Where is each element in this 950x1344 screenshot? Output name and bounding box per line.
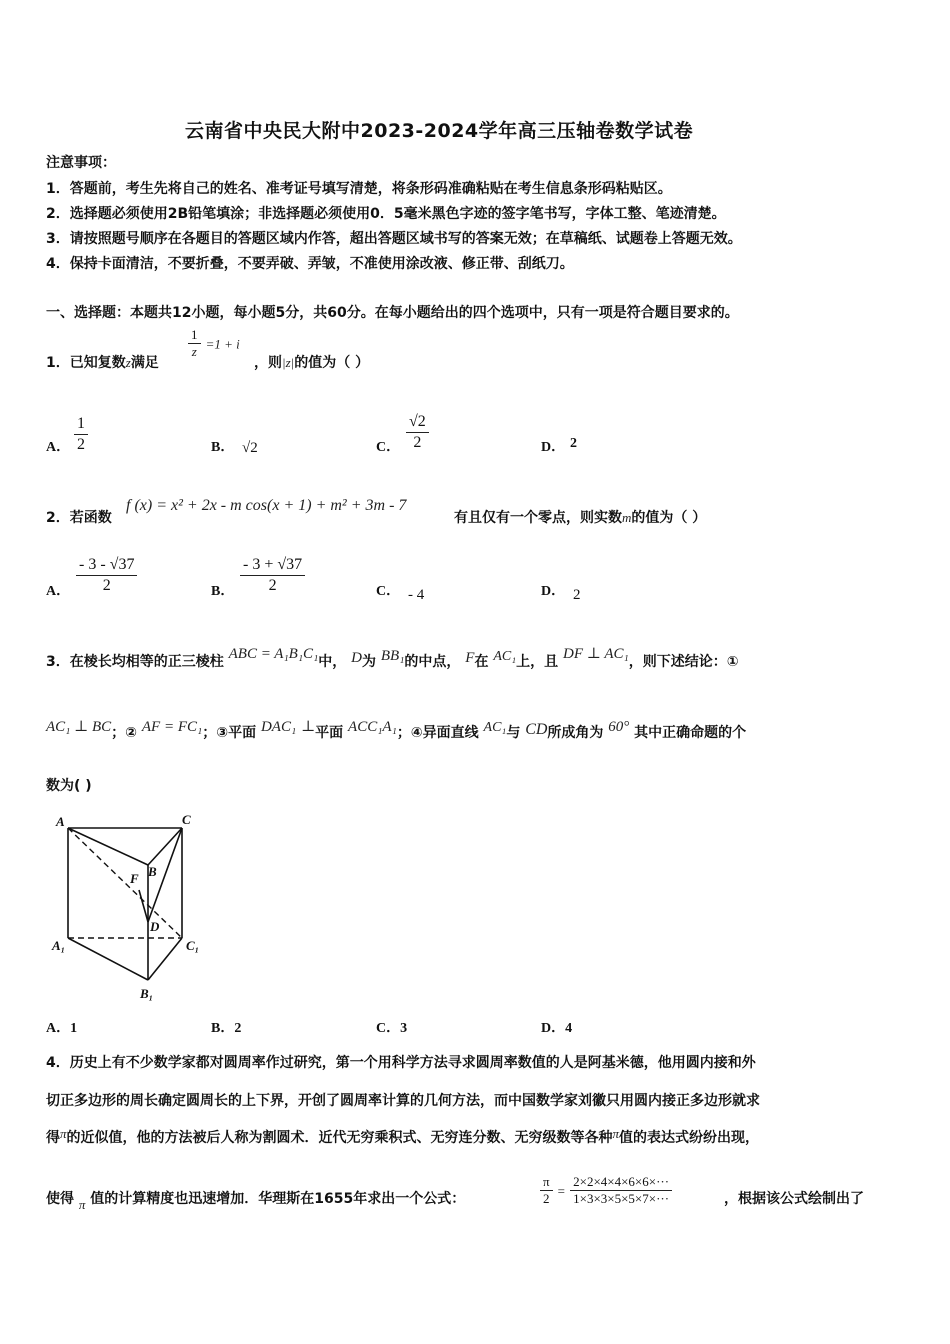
question-3-statements: AC₁ ⊥ BC；② AF = FC₁；③平面 DAC₁ ⊥平面 ACC₁A₁；④异面直线 AC₁与 CD所成角为 60° 其中正确命题的个	[46, 719, 747, 741]
option-d: D．4	[541, 1021, 573, 1036]
option-c: C．3	[376, 1021, 408, 1036]
edge-bc	[148, 828, 182, 865]
option-b: B．2	[211, 1021, 242, 1036]
option-c-value: - 4	[408, 587, 425, 603]
option-c-value: $\frac{√2}{2}$	[406, 412, 429, 453]
option-label: B．	[211, 584, 235, 599]
option-b-value: √2	[242, 440, 258, 456]
option-label: D．	[541, 440, 566, 455]
math-z: z	[125, 355, 131, 370]
question-3-stem: 3．在棱长均相等的正三棱柱 ABC = A₁B₁C₁中， D为 BB₁的中点， F在 AC₁上，且 DF ⊥ AC₁，则下述结论：①	[46, 646, 739, 670]
function-expression: f (x) = x² + 2x - m cos(x + 1) + m² + 3m - 7	[126, 497, 407, 514]
point-label-d: D	[150, 919, 160, 934]
option-label: A．	[46, 440, 71, 455]
vertex-label-c: C	[182, 812, 191, 827]
question-4-line: 切正多边形的周长确定圆周长的上下界，开创了圆周率计算的几何方法，而中国数学家刘徽只用圆内接正多边形就求	[46, 1093, 760, 1109]
notice-item: 1．答题前，考生先将自己的姓名、准考证号填写清楚，将条形码准确粘贴在考生信息条形码粘贴区。	[46, 181, 672, 197]
section-heading: 一、选择题：本题共12小题，每小题5分，共60分。在每小题给出的四个选项中，只有一项是符合题目要求的。	[46, 305, 739, 321]
point-label-f: F	[130, 871, 139, 886]
option-b-value: $\frac{- 3 + √37}{2}$	[240, 555, 305, 596]
vertex-label-b1: B₁	[140, 986, 154, 1001]
vertex-label-b: B	[148, 864, 157, 879]
question-3-tail: 数为( )	[46, 778, 92, 794]
segment-df	[139, 890, 148, 922]
condition-fraction: $\frac{1}{z}$ =1 + i	[188, 327, 240, 361]
question-2-stem: 2．若函数	[46, 510, 112, 526]
vertex-label-a: A	[56, 814, 65, 829]
question-4-line-end: ，根据该公式绘制出了	[724, 1191, 864, 1207]
edge-a1b1	[68, 938, 148, 980]
page-title: 云南省中央民大附中2023-2024学年高三压轴卷数学试卷	[185, 120, 694, 142]
option-label: C．	[376, 440, 401, 455]
notice-heading: 注意事项：	[46, 155, 116, 171]
question-1-tail: ，则|z|的值为（ ）	[254, 355, 370, 371]
vertex-label-c1: C₁	[186, 938, 200, 953]
notice-item: 2．选择题必须使用2B铅笔填涂；非选择题必须使用0．5毫米黑色字迹的签字笔书写，字体工整、笔迹清楚。	[46, 206, 726, 222]
question-2-middle: 有且仅有一个零点，则实数m的值为（ ）	[454, 510, 707, 526]
option-a: A．1	[46, 1021, 78, 1036]
edge-b1c1	[148, 938, 182, 980]
question-4-line: 4．历史上有不少数学家都对圆周率作过研究，第一个用科学方法寻求圆周率数值的人是阿基米德，他用圆内接和外	[46, 1055, 756, 1071]
option-a-value: $\frac{1}{2}$	[74, 414, 88, 455]
prism-figure	[48, 808, 218, 1008]
option-label: B．	[211, 440, 235, 455]
notice-item: 3．请按照题号顺序在各题目的答题区域内作答，超出答题区域书写的答案无效；在草稿纸、试题卷上答题无效。	[46, 231, 742, 247]
vertex-label-a1: A₁	[52, 938, 66, 953]
question-1-stem: 1．已知复数z满足	[46, 355, 159, 371]
question-4-line: 得π的近似值，他的方法被后人称为割圆术．近代无穷乘积式、无穷连分数、无穷级数等各种π值的表达式纷纷出现，	[46, 1126, 760, 1146]
edge-ab	[68, 828, 148, 865]
option-label: A．	[46, 584, 71, 599]
option-label: C．	[376, 584, 401, 599]
diagonal-ac1-hidden	[68, 828, 182, 938]
notice-item: 4．保持卡面清洁，不要折叠，不要弄破、弄皱，不准使用涂改液、修正带、刮纸刀。	[46, 256, 574, 272]
wallis-formula: $\frac{\pi}{2}$ = $\frac{2\times 2\times 4\times 4\times 6\times 6\times\cdot\cdot\cdot}{1\times 3\times 3\times 5\times 5\times 7\times\cdot\cdot\cdot}$	[540, 1174, 672, 1208]
option-d-value: 2	[570, 436, 577, 451]
option-label: D．	[541, 584, 566, 599]
question-4-line: 使得 π 值的计算精度也迅速增加．华理斯在1655年求出一个公式：	[46, 1191, 466, 1212]
option-d-value: 2	[573, 587, 581, 603]
option-a-value: $\frac{- 3 - √37}{2}$	[76, 555, 137, 596]
